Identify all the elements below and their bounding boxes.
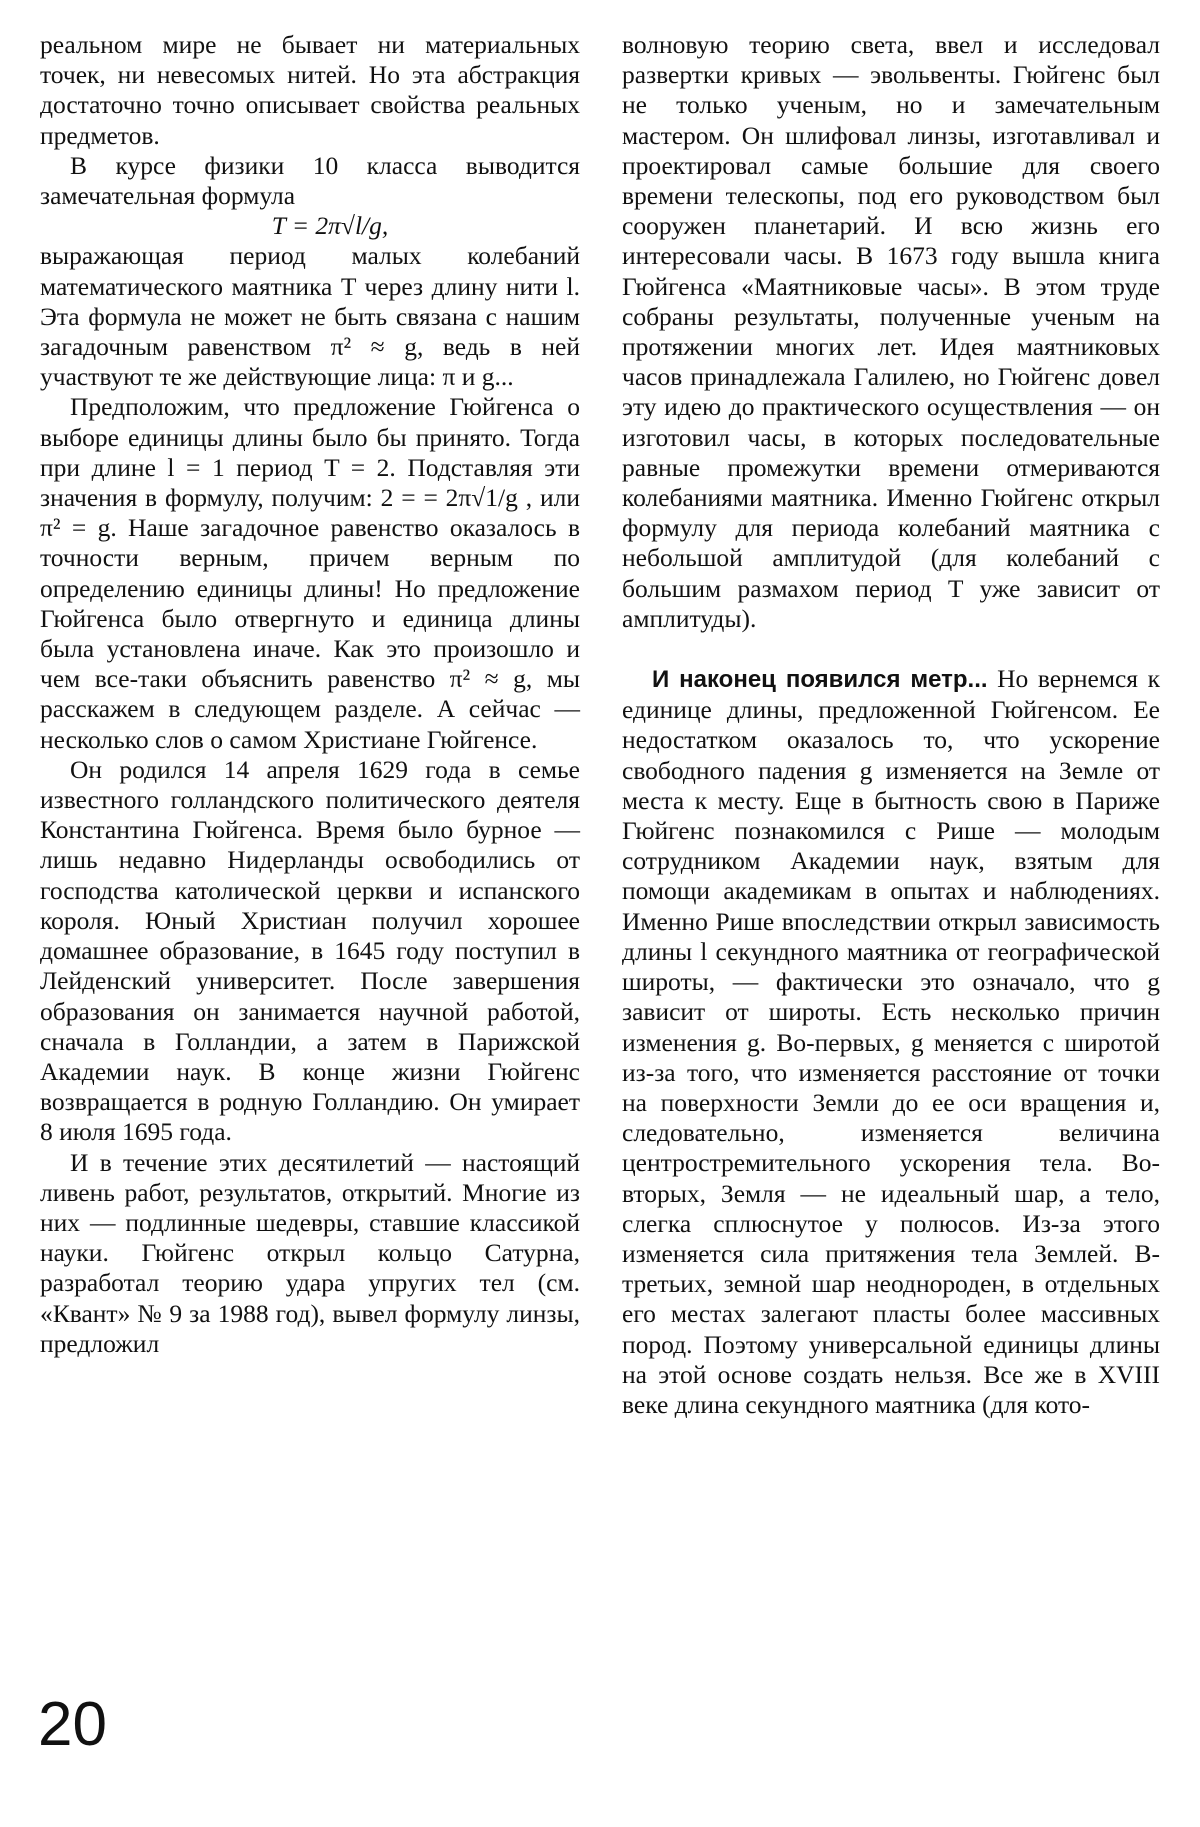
- paragraph: И в течение этих десятилетий — настоящий ливень работ, результатов, открытий. Многие из них — подлинные шедевры, ставшие классикой науки. Гюйгенс открыл кольцо Сатурна, разработал теорию удара упругих тел (см. «Квант» № 9 за 1988 год), вывел формулу линзы, предложил: [40, 1147, 580, 1358]
- left-column: [40, 30, 580, 1359]
- paragraph: Он родился 14 апреля 1629 года в семье известного голландского политического деятеля Константина Гюйгенса. Время было бурное — лишь недавно Нидерланды освободились от господства католической церкви и испанского короля. Юный Христиан получил хорошее домашнее образование, в 1645 году поступил в Лейденский университет. После завершения образования он занимается научной работой, сначала в Голландии, а затем в Парижской Академии наук. В конце жизни Гюйгенс возвращается в родную Голландию. Он умирает 8 июля 1695 года.: [40, 754, 580, 1147]
- page-number: 20: [38, 1690, 107, 1759]
- paragraph: выражающая период малых колебаний математического маятника T через длину нити l. Эта формула не может не быть связана с нашим загадочным равенством π² ≈ g, ведь в ней участвуют те же действующие лица: π и g...: [40, 241, 580, 392]
- section-lead-heading: И наконец появился метр...: [652, 666, 988, 694]
- right-column: [622, 30, 1160, 1420]
- section-paragraph: [622, 664, 1160, 1420]
- paragraph: реальном мире не бывает ни материальных точек, ни невесомых нитей. Но эта абстракция достаточно точно описывает свойства реальных предметов.: [40, 30, 580, 150]
- pendulum-formula: T = 2π√l/g,: [271, 211, 389, 241]
- paragraph-text: Но вернемся к единице длины, предложенной Гюйгенсом. Ее недостатком оказалось то, что ускорение свободного падения g изменяется на Земле от места к месту. Еще в бытность свою в Париже Гюйгенс познакомился с Рише — молодым сотрудником Академии наук, взятым для помощи академикам в опытах и наблюдениях. Именно Рише впоследствии открыл зависимость длины l секундного маятника от географической широты, — фактически это означало, что g зависит от широты. Есть несколько причин изменения g. Во-первых, g меняется с широтой из-за того, что изменяется расстояние от точки на поверхности Земли до ее оси вращения и, следовательно, изменяется величина центростремительного ускорения тела. Во-вторых, Земля — не идеальный шар, а тело, слегка сплюснутое у полюсов. Из-за этого изменяется сила притяжения тела Землей. В-третьих, земной шар неоднороден, в отдельных его местах залегают пласты более массивных пород. Поэтому универсальной единицы длины на этой основе создать нельзя. Все же в XVIII веке длина секундного маятника (для кото-: [622, 664, 1160, 1419]
- paragraph: Предположим, что предложение Гюйгенса о выборе единицы длины было бы принято. Тогда при длине l = 1 период T = 2. Подставляя эти значения в формулу, получим: 2 = = 2π√1/g , или π² = g. Наше загадочное равенство оказалось в точности верным, причем верным по определению единицы длины! Но предложение Гюйгенса было отвергнуто и единица длины была установлена иначе. Как это произошло и чем все-таки объяснить равенство π² ≈ g, мы расскажем в следующем разделе. А сейчас — несколько слов о самом Христиане Гюйгенсе.: [40, 392, 580, 754]
- paragraph: В курсе физики 10 класса выводится замечательная формула: [40, 150, 580, 211]
- paragraph: волновую теорию света, ввел и исследовал развертки кривых — эвольвенты. Гюйгенс был не только ученым, но и замечательным мастером. Он шлифовал линзы, изготавливал и проектировал самые большие для своего времени телескопы, под его руководством был сооружен планетарий. И всю жизнь его интересовали часы. В 1673 году вышла книга Гюйгенса «Маятниковые часы». В этом труде собраны результаты, полученные ученым на протяжении многих лет. Идея маятниковых часов принадлежала Галилею, но Гюйгенс довел эту идею до практического осуществления — он изготовил часы, в которых последовательные равные промежутки времени отмериваются колебаниями маятника. Именно Гюйгенс открыл формулу для периода колебаний маятника с небольшой амплитудой (для колебаний с большим размахом период T уже зависит от амплитуды).: [622, 30, 1160, 633]
